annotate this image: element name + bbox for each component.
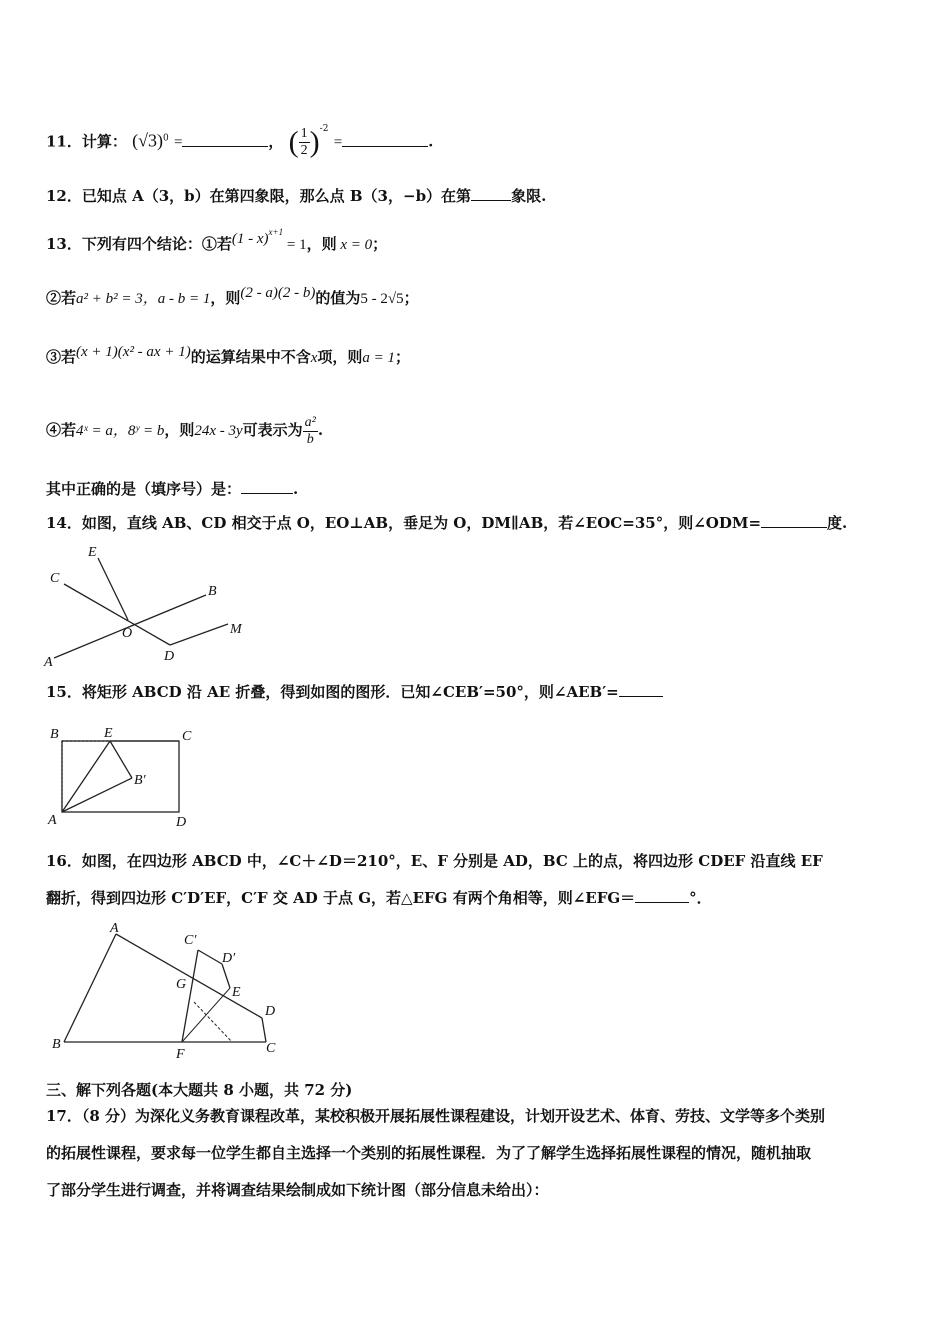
sqrt3-expression: (√3): [132, 130, 163, 151]
figure-14: [40, 540, 270, 670]
statement-2: ②若a² + b² = 3，a - b = 1，则(2 - a)(2 - b)的值为5 - 2√5；: [46, 285, 419, 307]
label-F: F: [176, 1047, 185, 1062]
question-17-line1: 17．（8 分）为深化义务教育课程改革，某校积极开展拓展性课程建设，计划开设艺术、体育、劳技、文学等多个类别: [46, 1107, 826, 1125]
figure-15: [44, 722, 214, 832]
question-15: 15．将矩形 ABCD 沿 AE 折叠，得到如图的图形．已知∠CEB′=50°，则∠AEB′=: [46, 682, 663, 702]
statement-4: ④若4ˣ = a，8ʸ = b，则24x - 3y可表示为 $\frac{\text{a²}}{b}$ .: [46, 414, 324, 447]
rect-outline: [62, 741, 179, 812]
label-B: B: [52, 1037, 61, 1052]
question-17-line3: 了部分学生进行调查，并将调查结果绘制成如下统计图（部分信息未给出）：: [46, 1181, 549, 1199]
answer-blank: [471, 186, 511, 201]
label-D: D: [164, 649, 175, 664]
a-squared-over-b: $\frac{\text{a²}}{b}$: [304, 414, 316, 447]
label-D-prime: D′: [222, 951, 236, 966]
label-A: A: [44, 655, 53, 670]
label-C: C: [50, 571, 60, 586]
line-EO: [98, 558, 128, 620]
line-DM: [170, 624, 228, 645]
answer-blank: [182, 132, 268, 147]
statement-3: ③若(x + 1)(x² - ax + 1)的运算结果中不含x项，则a = 1；: [46, 344, 411, 366]
label-E: E: [88, 545, 97, 560]
question-13: 13．下列有四个结论：①若(1 - x)$^{x+1}$ = 1，则 x = 0；: [46, 227, 388, 253]
question-17-line2: 的拓展性课程，要求每一位学生都自主选择一个类别的拓展性课程．为了了解学生选择拓展性课程的情况，随机抽取: [46, 1144, 812, 1162]
section-3-title: 三、解下列各题(本大题共 8 小题，共 72 分): [46, 1081, 353, 1099]
question-12: 12．已知点 A（3，b）在第四象限，那么点 B（3，−b）在第 象限.: [46, 187, 547, 205]
label-B: B: [50, 727, 59, 742]
label-G: G: [176, 977, 187, 992]
figure-16: [44, 922, 294, 1062]
label-C-prime: C′: [184, 933, 197, 948]
question-11: 11．计算： $(√3)^0$ = ， ( $\frac{1}{2}$ )$^{-2}$ = .: [46, 123, 434, 159]
half-fraction: $\frac{1}{2}$: [300, 126, 308, 158]
label-D: D: [265, 1004, 276, 1019]
label-C: C: [182, 729, 192, 744]
label-B-prime: B′: [134, 773, 146, 788]
label-O: O: [122, 626, 133, 641]
answer-blank: [635, 888, 689, 903]
answer-blank: [342, 132, 428, 147]
label-C: C: [266, 1041, 276, 1056]
answer-blank: [241, 479, 293, 494]
question-16-line1: 16．如图，在四边形 ABCD 中，∠C＋∠D＝210°，E、F 分别是 AD，BC 上的点，将四边形 CDEF 沿直线 EF: [46, 852, 823, 870]
label-B: B: [208, 584, 217, 599]
label-A: A: [110, 922, 119, 936]
label-M: M: [230, 622, 242, 637]
label-D: D: [176, 815, 187, 830]
label-E: E: [104, 726, 113, 741]
answer-blank: [619, 682, 663, 697]
label-A: A: [48, 813, 57, 828]
answer-blank: [761, 513, 827, 528]
line-CD: [64, 584, 170, 645]
question-16-line2: 翻折，得到四边形 C′D′EF，C′F 交 AD 于点 G，若△EFG 有两个角相等，则∠EFG＝ °．: [46, 889, 712, 907]
question-13-answer: 其中正确的是（填序号）是： .: [46, 480, 299, 498]
label-E: E: [232, 985, 241, 1000]
question-14: 14．如图，直线 AB、CD 相交于点 O，EO⊥AB，垂足为 O，DM∥AB，若∠EOC=35°，则∠ODM= 度.: [46, 514, 848, 532]
